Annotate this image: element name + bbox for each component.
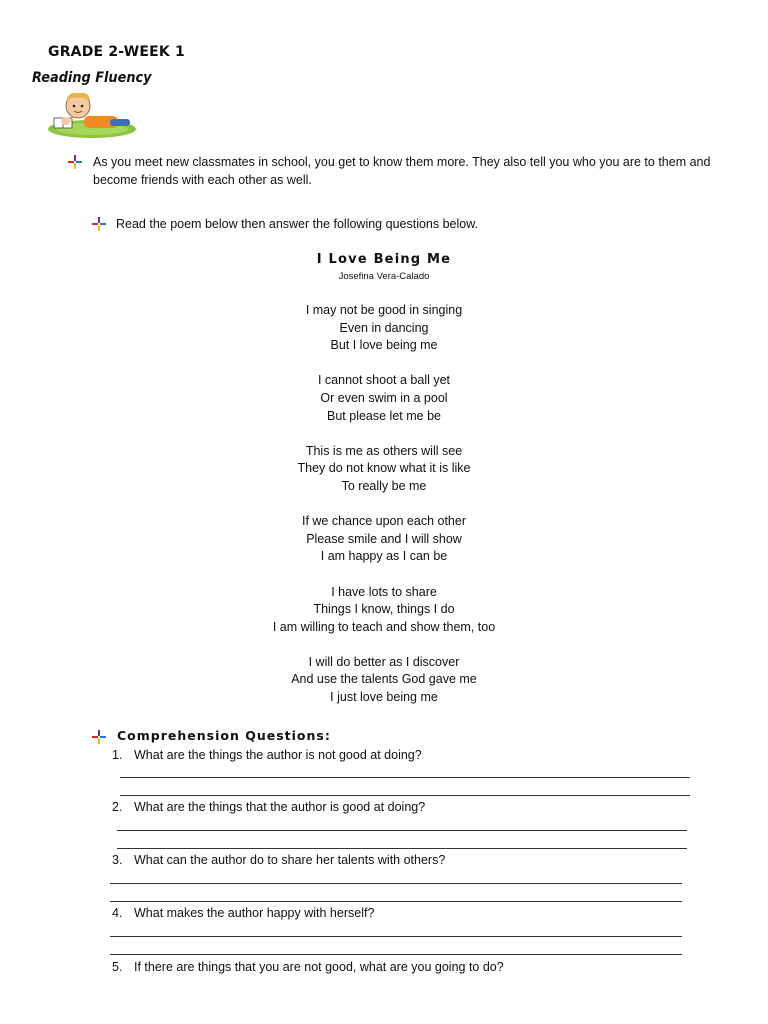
poem-line: I will do better as I discover bbox=[308, 654, 460, 669]
answer-line[interactable] bbox=[110, 954, 682, 955]
question-number: 1. bbox=[112, 748, 123, 762]
question-text: What are the things that the author is good at doing? bbox=[134, 800, 426, 814]
poem-stanza bbox=[0, 584, 768, 637]
answer-line[interactable] bbox=[110, 883, 682, 884]
poem-line: Or even swim in a pool bbox=[320, 390, 448, 405]
answer-line[interactable] bbox=[120, 795, 690, 796]
poem-line: But I love being me bbox=[330, 338, 438, 353]
poem-line: I just love being me bbox=[330, 690, 438, 705]
poem-stanza bbox=[0, 372, 768, 425]
poem-line: I have lots to share bbox=[331, 584, 437, 599]
poem-stanza bbox=[0, 302, 768, 355]
question-number: 5. bbox=[112, 960, 123, 974]
poem-line: And use the talents God gave me bbox=[291, 672, 477, 687]
child-reading-book-icon bbox=[44, 88, 140, 140]
answer-line[interactable] bbox=[120, 777, 690, 778]
four-point-star-bullet-icon bbox=[68, 155, 82, 169]
four-point-star-bullet-icon bbox=[92, 217, 106, 231]
question-text: What can the author do to share her talents with others? bbox=[134, 853, 446, 867]
question-number: 3. bbox=[112, 853, 123, 867]
poem-line: Even in dancing bbox=[339, 320, 429, 335]
question-text: What makes the author happy with herself? bbox=[134, 906, 375, 920]
answer-line[interactable] bbox=[110, 901, 682, 902]
answer-line[interactable] bbox=[117, 848, 687, 849]
poem-line: If we chance upon each other bbox=[301, 514, 466, 529]
four-point-star-bullet-icon bbox=[92, 730, 106, 744]
question-text: What are the things the author is not good at doing? bbox=[134, 748, 422, 762]
poem-line: They do not know what it is like bbox=[297, 461, 471, 476]
poem-body bbox=[0, 302, 768, 724]
poem-line: I cannot shoot a ball yet bbox=[317, 373, 451, 388]
comprehension-heading: Comprehension Questions: bbox=[117, 728, 331, 743]
poem-instruction: Read the poem below then answer the following questions below. bbox=[116, 217, 479, 231]
poem-line: Things I know, things I do bbox=[313, 602, 455, 617]
question-number: 2. bbox=[112, 800, 123, 814]
poem-line: I am willing to teach and show them, too bbox=[272, 619, 496, 634]
poem-line: I may not be good in singing bbox=[305, 303, 463, 317]
answer-line[interactable] bbox=[117, 830, 687, 831]
question-text: If there are things that you are not good, what are you going to do? bbox=[134, 960, 504, 974]
poem-line: To really be me bbox=[341, 478, 427, 493]
poem-stanza bbox=[0, 513, 768, 566]
poem-author: Josefina Vera-Calado bbox=[338, 271, 430, 282]
poem-stanza bbox=[0, 443, 768, 496]
poem-title: I Love Being Me bbox=[316, 252, 452, 267]
grade-week-title: GRADE 2-WEEK 1 bbox=[48, 44, 185, 60]
poem-line: But please let me be bbox=[327, 408, 441, 423]
intro-paragraph: As you meet new classmates in school, you get to know them more. They also tell you who you are to them and become friends with each other as well. bbox=[93, 155, 711, 187]
reading-fluency-heading: Reading Fluency bbox=[32, 70, 152, 86]
poem-line: I am happy as I can be bbox=[320, 549, 448, 564]
poem-line: Please smile and I will show bbox=[306, 531, 462, 546]
question-number: 4. bbox=[112, 906, 123, 920]
answer-line[interactable] bbox=[110, 936, 682, 937]
poem-line: This is me as others will see bbox=[305, 443, 463, 458]
poem-stanza bbox=[0, 654, 768, 707]
